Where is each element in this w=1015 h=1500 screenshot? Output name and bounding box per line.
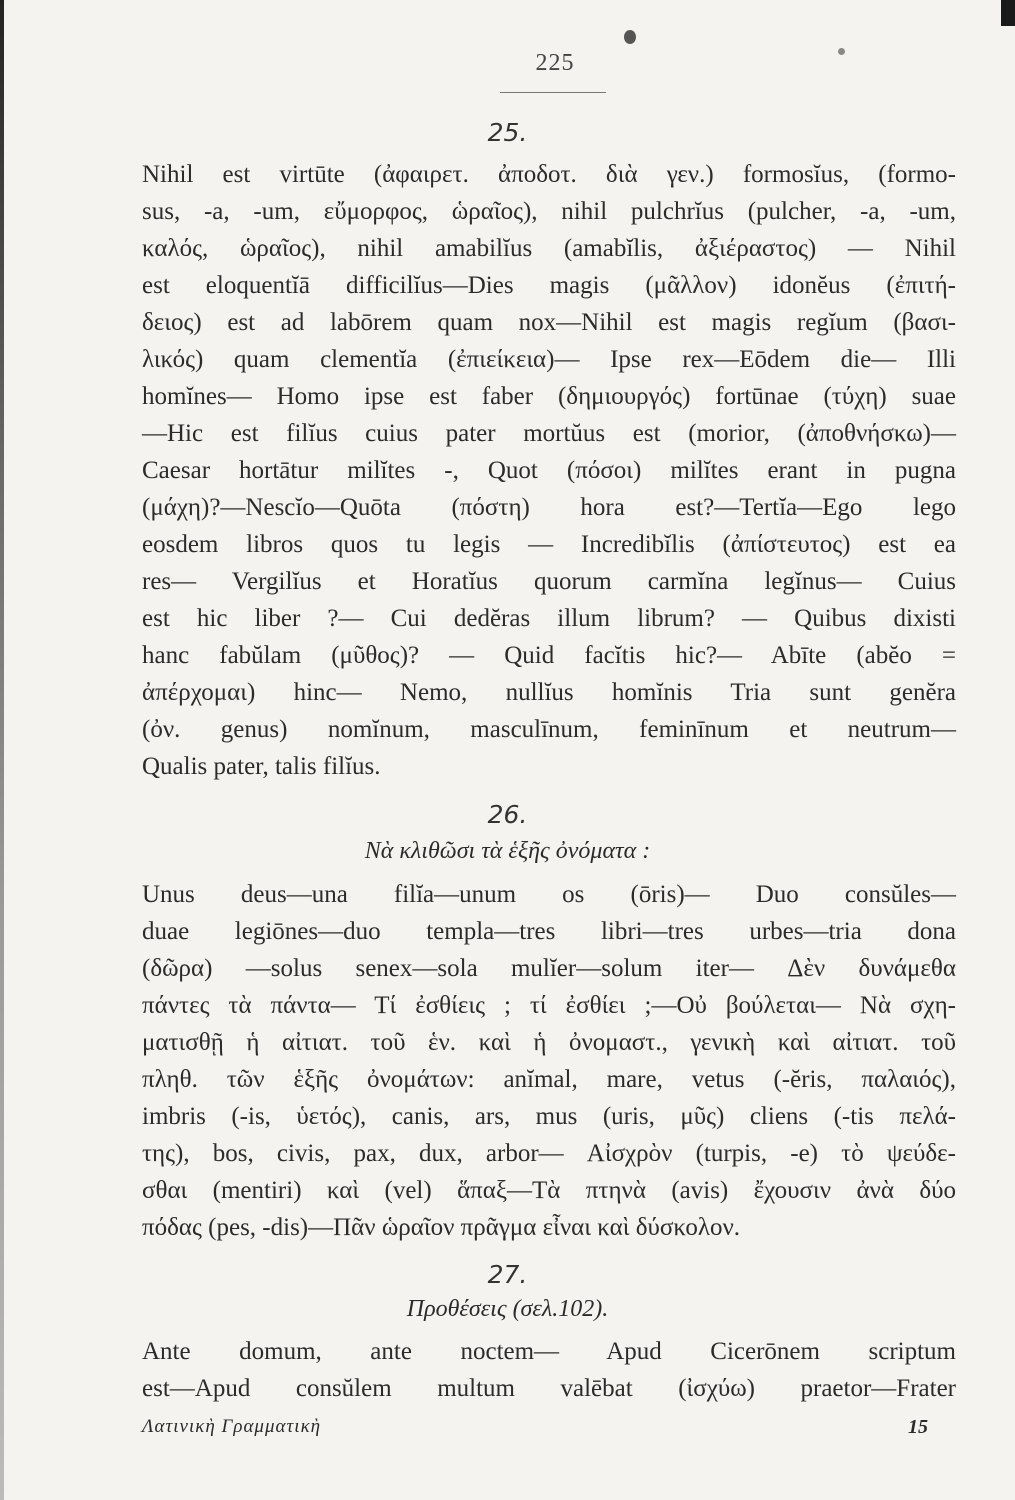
header-rule [500, 92, 606, 93]
page-number: 225 [535, 50, 575, 76]
text-line: Nihil est virtūte (ἀφαιρετ. ἀποδοτ. διὰ γεν.) formosĭus, (formo- [142, 161, 956, 188]
section-26-heading: Νὰ κλιθῶσι τὰ ἑξῆς ὀνόματα : [364, 838, 651, 864]
text-line: (ὀν. genus) nomĭnum, masculīnum, feminīnum et neutrum— [142, 716, 956, 743]
section-number-25: 25. [487, 118, 528, 147]
text-line: est—Apud consŭlem multum valēbat (ἰσχύω) praetor—Frater [142, 1375, 956, 1402]
text-line: ματισθῇ ἡ αἰτιατ. τοῦ ἑν. καὶ ἡ ὀνομαστ., γενικὴ καὶ αἰτιατ. τοῦ [142, 1029, 956, 1056]
ink-blot [624, 30, 636, 44]
text-line: eosdem libros quos tu legis — Incredibĭlis (ἀπίστευτος) est ea [142, 531, 956, 558]
corner-mark [1001, 0, 1015, 26]
text-line: καλός, ὡραῖος), nihil amabilĭus (amabĭlis, ἀξιέραστος) — Nihil [142, 235, 956, 262]
text-line: λικός) quam clementĭa (ἐπιείκεια)— Ipse rex—Eōdem die— Illi [142, 346, 956, 373]
text-line: sus, -a, -um, εὔμορφος, ὡραῖος), nihil pulchrĭus (pulcher, -a, -um, [142, 198, 956, 225]
text-line: Qualis pater, talis filĭus. [142, 753, 381, 780]
section-number-27: 27. [487, 1260, 528, 1289]
text-line: σθαι (mentiri) καὶ (vel) ἅπαξ—Τὰ πτηνὰ (avis) ἔχουσιν ἀνὰ δύο [142, 1177, 956, 1204]
text-line: Caesar hortātur milĭtes -, Quot (πόσοι) milĭtes erant in pugna [142, 457, 956, 484]
text-line: imbris (-is, ὑετός), canis, ars, mus (uris, μῦς) cliens (-tis πελά- [142, 1103, 956, 1130]
text-line: hanc fabŭlam (μῦθος)? — Quid facĭtis hic?— Abīte (abĕo = [142, 642, 956, 669]
text-line: est hic liber ?— Cui dedĕras illum librum? — Quibus dixisti [142, 605, 956, 632]
text-line: ἀπέρχομαι) hinc— Nemo, nullĭus homĭnis Tria sunt genĕra [142, 679, 956, 706]
footer-signature-number: 15 [908, 1416, 928, 1438]
text-line: duae legiōnes—duo templa—tres libri—tres urbes—tria dona [142, 918, 956, 945]
section-number-26: 26. [487, 800, 528, 829]
text-line: πάντες τὰ πάντα— Τί ἐσθίεις ; τί ἐσθίει ;—Οὐ βούλεται— Νὰ σχη- [142, 992, 956, 1019]
text-line: (δῶρα) —solus senex—sola mulĭer—solum iter— Δὲν δυνάμεθα [142, 955, 956, 982]
text-line: —Hic est filĭus cuius pater mortŭus est (morior, (ἀποθνήσκω)— [142, 420, 956, 447]
text-line: (μάχη)?—Nescĭo—Quōta (πόστη) hora est?—Tertĭa—Ego lego [142, 494, 956, 521]
text-line: Ante domum, ante noctem— Apud Cicerōnem scriptum [142, 1338, 956, 1365]
text-line: πόδας (pes, -dis)—Πᾶν ὡραῖον πρᾶγμα εἶναι καὶ δύσκολον. [142, 1214, 741, 1241]
footer-book-title: Λατινικὴ Γραμματικὴ [142, 1416, 322, 1437]
text-line: δειος) est ad labōrem quam nox—Nihil est magis regĭum (βασι- [142, 309, 956, 336]
section-27-heading: Προθέσεις (σελ.102). [406, 1296, 609, 1322]
ink-speck [838, 48, 845, 55]
text-line: homĭnes— Homo ipse est faber (δημιουργός) fortūnae (τύχη) suae [142, 383, 956, 410]
text-line: Unus deus—una filĭa—unum os (ōris)— Duo consŭles— [142, 881, 956, 908]
text-line: πληθ. τῶν ἑξῆς ὀνομάτων: anĭmal, mare, vetus (-ĕris, παλαιός), [142, 1066, 956, 1093]
text-line: res— Vergilĭus et Horatĭus quorum carmĭna legĭnus— Cuius [142, 568, 956, 595]
text-line: est eloquentĭā difficilĭus—Dies magis (μᾶλλον) idonĕus (ἐπιτή- [142, 272, 956, 299]
text-line: της), bos, civis, pax, dux, arbor— Αἰσχρὸν (turpis, -e) τὸ ψεύδε- [142, 1140, 956, 1167]
